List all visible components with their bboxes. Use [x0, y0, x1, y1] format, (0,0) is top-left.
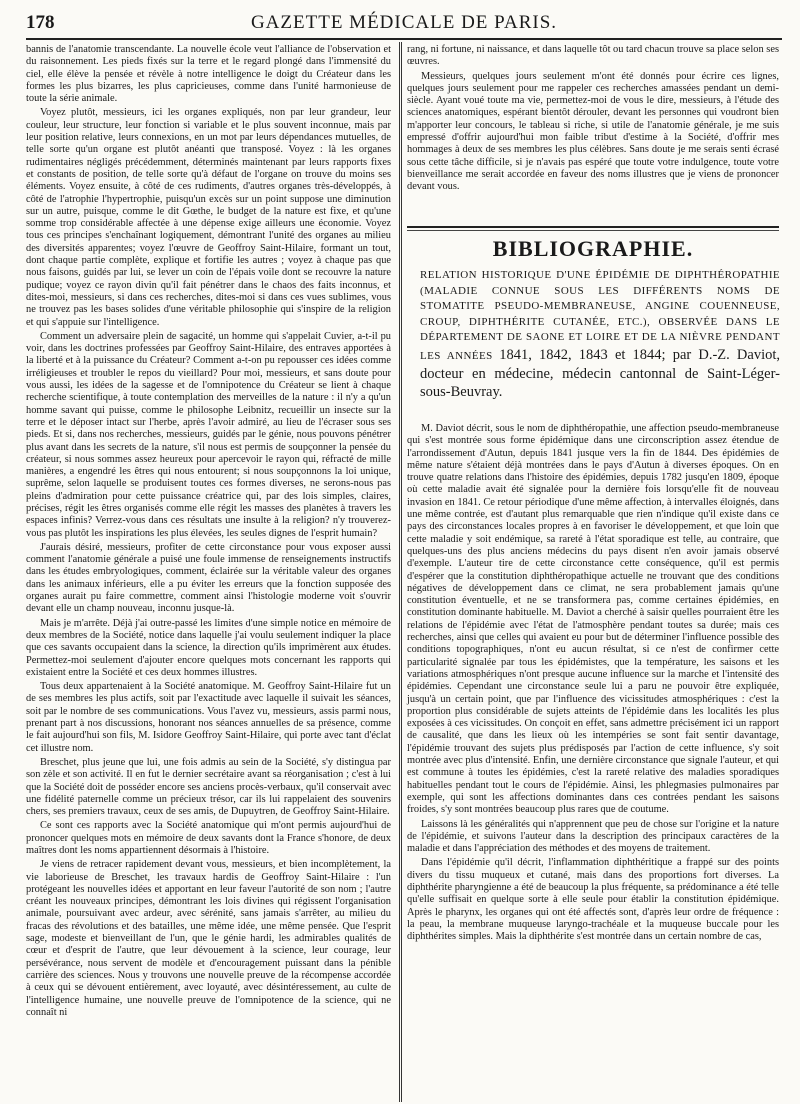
- page-header: [26, 12, 782, 38]
- column-divider: [399, 42, 402, 1102]
- paragraph: Je viens de retracer rapidement devant vous, messieurs, et bien incomplètement, la vie laborieuse de Breschet, les travaux hardis de Geoffroy Saint-Hilaire : l'un protégeant les nouvelles idées et apportant en leur faveur l'autorité de son nom ; l'autre créant les nouveaux principes, démontrant les lois divines qui régissent l'organisation animale, poursuivant avec ardeur, avec sérénité, sans jamais s'arrêter, au milieu du fracas des révolutions et des batailles, une même idée, une même pensée. Que l'esprit sage, modeste et bienveillant de l'un, que le génie hardi, les admirables qualités de cœur et d'esprit de l'autre, que leur dévouement à la science, leur courage, leur persévérance, nous servent de modèle et d'encouragement puissant dans la pénible carrière des sciences. Nous y trouvons une nouvelle preuve de la récompense accordée à ceux qui se dévouent entièrement, avec loyauté, avec désintéressement, au culte de l'intelligence humaine, une nouvelle preuve de l'omnipotence de la science, qui ne connaît ni: [26, 859, 391, 1018]
- paragraph: bannis de l'anatomie transcendante. La nouvelle école veut l'alliance de l'observation et du raisonnement. Les pieds fixés sur la terre et le regard plongé dans l'immensité du ciel, elle élève la pensée et révèle à notre intelligence le doigt du Créateur dans les formes les plus bizarres, les plus capricieuses, comme dans l'unité harmonieuse de toute la série animale.: [26, 44, 391, 105]
- paragraph: rang, ni fortune, ni naissance, et dans laquelle tôt ou tard chacun trouve sa place selon ses œuvres.: [407, 44, 779, 68]
- paragraph: Mais je m'arrête. Déjà j'ai outre-passé les limites d'une simple notice en mémoire de deux membres de la Société, notice dans laquelle j'ai voulu seulement indiquer la place que ces savants occupaient dans la science, la direction qu'ils imprimèrent aux études. Permettez-moi seulement d'ajouter encore quelques mots concernant les rapports qui existaient entre la Société et ces deux hommes illustres.: [26, 617, 391, 678]
- right-column-top: [407, 44, 779, 194]
- bibliography-entry: [420, 268, 780, 402]
- header-rule: [26, 38, 782, 40]
- page-number: 178: [26, 12, 55, 33]
- paragraph: Breschet, plus jeune que lui, une fois admis au sein de la Société, s'y distingua par son zèle et son activité. Il en fut le dernier secrétaire avant sa réorganisation ; c'est à lui que la Société doit de posséder encore ses anciens procès-verbaux, qu'il conservait avec une fidélité paternelle comme un précieux trésor, car ils lui rappelaient des souvenirs chers, ses premiers travaux, ceux de ses amis, de Dupuytren, de Geoffroy Saint-Hilaire.: [26, 756, 391, 818]
- paragraph: Ce sont ces rapports avec la Société anatomique qui m'ont permis aujourd'hui de prononcer quelques mots en mémoire de deux savants dont la France s'honore, de deux maîtres dont les noms appartiennent désormais à l'histoire.: [26, 820, 391, 856]
- section-rule: [407, 226, 779, 228]
- paragraph: Dans l'épidémie qu'il décrit, l'inflammation diphthéritique a frappé sur des points divers du tissu muqueux et cutané, mais dans des proportions fort diverses. La diphthérite pharyngienne a été de beaucoup la plus fréquente, sa prédominance a été telle qu'elle suffisait en quelque sorte à elle seule pour établir la constitution épidémique. Après le pharynx, les organes qui ont été affectés sont, d'après leur ordre de fréquence : la peau, la membrane muqueuse laryngo-trachéale et la muqueuse buccale pour les diphthérites simples. Mais la diphthérite s'est montrée dans un certain nombre de cas,: [407, 857, 779, 943]
- right-column-bottom: [407, 423, 779, 943]
- paragraph: Laissons là les généralités qui n'apprennent que peu de chose sur l'origine et la nature de l'épidémie, et suivons l'auteur dans la description des principaux caractères de la maladie et dans l'appréciation des méthodes et des moyens de traitement.: [407, 818, 779, 855]
- bibliography-subtitle: RELATION HISTORIQUE D'UNE ÉPIDÉMIE DE DIPHTHÉROPATHIE (MALADIE CONNUE SOUS LES DIFFÉRENTS NOMS DE STOMATITE PSEUDO-MEMBRANEUSE, ANGINE COUENNEUSE, CROUP, DIPHTHÉRITE CUTANÉE, ETC.), OBSERVÉE DANS LE DÉPARTEMENT DE SAONE ET LOIRE ET DE LA NIÈVRE PENDANT LES ANNÉES: [420, 269, 780, 362]
- paragraph: Comment un adversaire plein de sagacité, un homme qui s'appelait Cuvier, a-t-il pu voir, dans les doctrines professées par Geoffroy Saint-Hilaire, des entraves apportées à la liberté et à la puissance du Créateur? Comment a-t-on pu repousser ces idées comme irréligieuses et troubler le repos du vieillard? Pour moi, messieurs, et sans doute pour vous aussi, les idées de la sagesse et de l'omnipotence du Créateur se lient à chaque recherche scientifique, à toute contemplation des merveilles de la nature : il n'y a qu'un homme savant qui puisse, comme le philosophe Leibnitz, recueillir un insecte sur la terre et le déposer intact sur l'herbe, après l'avoir admiré, au lieu de l'écraser sous ses pieds. Et si, dans nos recherches, messieurs, guidés par le génie, nous pouvons pénétrer plus avant dans les secrets de la nature, s'il nous est permis de soupçonner la pensée du créateur, si nous sommes assez heureux pour apercevoir le rayon qui, réfracté de mille manières, a engendré les êtres qui nous entourent; si nous soupçonnons la loi unique, suprême, selon laquelle se produisent toutes ces formes diverses, ne serons-nous pas pleins d'admiration pour cette puissance créatrice qui, par des lois simples, claires, précises, régit les êtres organisés comme elle régit les masses des planètes à travers les espaces infinis? Verrez-vous dans ces résultats une insulte à la religion? n'y trouverez-vous pas plutôt les inspirations les plus élevées, les seules dignes de l'esprit humain?: [26, 330, 391, 539]
- paragraph: J'aurais désiré, messieurs, profiter de cette circonstance pour vous exposer aussi comment l'anatomie générale a puisé une foule immense de renseignements instructifs dans les études embryologiques, comment, éclairée sur la véritable valeur des organes dans les animaux inférieurs, elle a pu éviter les erreurs que la fonction supposée des organes aurait pu faire commettre, comment ainsi l'histologie moderne voit s'ouvrir devant elle un champ nouveau, inconnu jusque-là.: [26, 541, 391, 615]
- bibliography-years: 1841, 1842, 1843 et 1844: [499, 346, 662, 363]
- paragraph: Tous deux appartenaient à la Société anatomique. M. Geoffroy Saint-Hilaire fut un de ses membres les plus actifs, soit par l'exactitude avec laquelle il suivait les séances, soit par le nombre de ses communications. Vous l'avez vu, messieurs, assis parmi nous, prenant part à nos discussions, honorant nos séances annuelles de sa présence, comme le fait aujourd'hui son fils, M. Isidore Geoffroy Saint-Hilaire, qui porte avec tant d'éclat cet illustre nom.: [26, 681, 391, 754]
- journal-title: GAZETTE MÉDICALE DE PARIS.: [250, 12, 558, 33]
- paragraph: Voyez plutôt, messieurs, ici les organes expliqués, non par leur grandeur, leur couleur, leur structure, leur fonction si variable et le plus souvent inconnue, mais par leur position relative, leurs connexions, en un mot par leurs dépendances mutuelles, de telle sorte qu'un organe est plutôt anéanti que transposé. Voyez : là les organes rudimentaires négligés précédemment, déterminés maintenant par leurs rapports fixes et constants de position, de telle sorte qu'à défaut de l'organe on trouve du moins ses éléments. Voyez ensuite, à côté de ces rudiments, d'autres organes très-développés, à côté de l'atrophie l'hypertrophie, puisqu'un excès sur un point suppose une diminution sur un autre, puisque, comme le dit Gœthe, le budget de la nature est fixe, et qu'une somme trop considérable affectée à une dépense exige ailleurs une économie. Voyez tous ces principes s'enchaînant logiquement, démontrant l'unité des organes au milieu des diversités apparentes; voyez l'œuvre de Geoffroy Saint-Hilaire, formant un tout, dont chaque partie complète, explique et fortifie les autres ; voyez à chaque pas que nous faisons, guidés par lui, se lever un coin de l'épais voile dont se recouvre la nature pudique; voyez ce rayon divin qu'il fait pénétrer dans le chaos des faits inconnus, et dites-moi, messieurs, si dans ces recherches, dites-moi si dans ces vues sublimes, vous ne trouvez pas les bases solides d'une véritable philosophie qui s'inspire de la religion et qui s'appuie sur l'intelligence.: [26, 107, 391, 328]
- bibliography-author: ; par D.-Z. Daviot, docteur en médecine, médecin cantonnal de Saint-Léger-sous-Beuvray.: [420, 346, 780, 401]
- paragraph: Messieurs, quelques jours seulement m'ont été donnés pour écrire ces lignes, quelques jours seulement pour me rappeler ces recherches amassées pendant un demi-siècle. Ayant voué toute ma vie, permettez-moi de vous le dire, messieurs, à l'étude des sciences anatomiques, espérant bientôt dérouler, devant les personnes qui voudront bien m'apporter leur concours, le tableau si riche, si utile de l'anatomie générale, je me suis empressé d'offrir aujourd'hui mon faible tribut d'estime à la Société, d'offrir mes hommages à deux de ses membres les plus célèbres. Sans doute je me serais senti écrasé sous cette tâche difficile, si je n'avais pas espéré que toute votre indulgence, toute votre bienveillance me serait accordée en faveur des noms illustres que je viens de prononcer devant vous.: [407, 70, 779, 193]
- paragraph: M. Daviot décrit, sous le nom de diphthéropathie, une affection pseudo-membraneuse qui s'est montrée sous forme épidémique dans une circonscription assez étendue de l'arrondissement d'Autun, depuis 1841 jusque vers la fin de 1844. Des épidémies de même nature s'étaient déjà montrées dans le pays d'Autun à diverses époques. On en trouve quatre relations dans l'histoire des épidémies, depuis 1782 jusqu'en 1809, époque où cette maladie avait été signalée pour la dernière fois lorsqu'elle fit de nouveau invasion en 1841. Ce retour périodique d'une même affection, à intervalles éloignés, dans une même contrée, est d'autant plus remarquable que rien n'indique qu'il existe dans ce pays des circonstances locales propres à en favoriser le développement, et que loin que cette maladie y soit endémique, sa rareté à l'état sporadique est telle, au contraire, que quelques-uns des plus anciens médecins du pays disent n'en avoir jamais observé d'exemple. L'auteur tire de cette circonstance cette conséquence, qu'il est permis d'espérer que la constitution diphthéropathique actuelle ne trouvant que des conditions négatives de développement dans ce climat, ne sera probablement jamais qu'une constitution éventuelle, et ne se transformera pas, comme certaines épidémies, en constitution dominante habituelle. M. Daviot a cherché à saisir quelles pourraient être les relations de l'épidémie avec l'état de l'atmosphère pendant toutes sa durée; mais ces recherches, ainsi que celles qui avaient eu pour but de déterminer l'influence possible des conditions topographiques, n'ont eu aucun résultat, si ce n'est de confirmer cette particularité signalée par tous les épidémistes, que la température, les saisons et les variations atmosphériques n'ont presque aucune influence sur la marche et l'intensité des épidémies. Cependant une circonstance seule lui a paru ne pouvoir être expliquée, jusqu'à un certain point, que par l'influence des vicissitudes atmosphériques : c'est la proportion plus considérable de sujets atteints de l'épidémie dans les localités les plus exposées à ces vicissitudes. On conçoit en effet, sans admettre précisément ici un rapport de causalité, que dans les lieux où les intempéries se sont fait sentir davantage, l'épidémie trouvant des sujets plus prédisposés par l'action de cette influence, s'y soit montrée avec plus d'intensité. Enfin, une dernière circonstance que signale l'auteur, et qui est commune à toutes les épidémies, c'est la rareté relative des maladies sporadiques habituelles pendant tout le cours de l'épidémie. Ainsi, les phlegmasies pulmonaires par exemple, qui sont les affections dominantes dans ces contrées pendant les saisons froides, s'y sont montrées beaucoup plus rares que de coutume.: [407, 423, 779, 816]
- section-rule-thin: [407, 230, 779, 231]
- left-column: [26, 44, 391, 1019]
- bibliography-heading: BIBLIOGRAPHIE.: [492, 236, 694, 261]
